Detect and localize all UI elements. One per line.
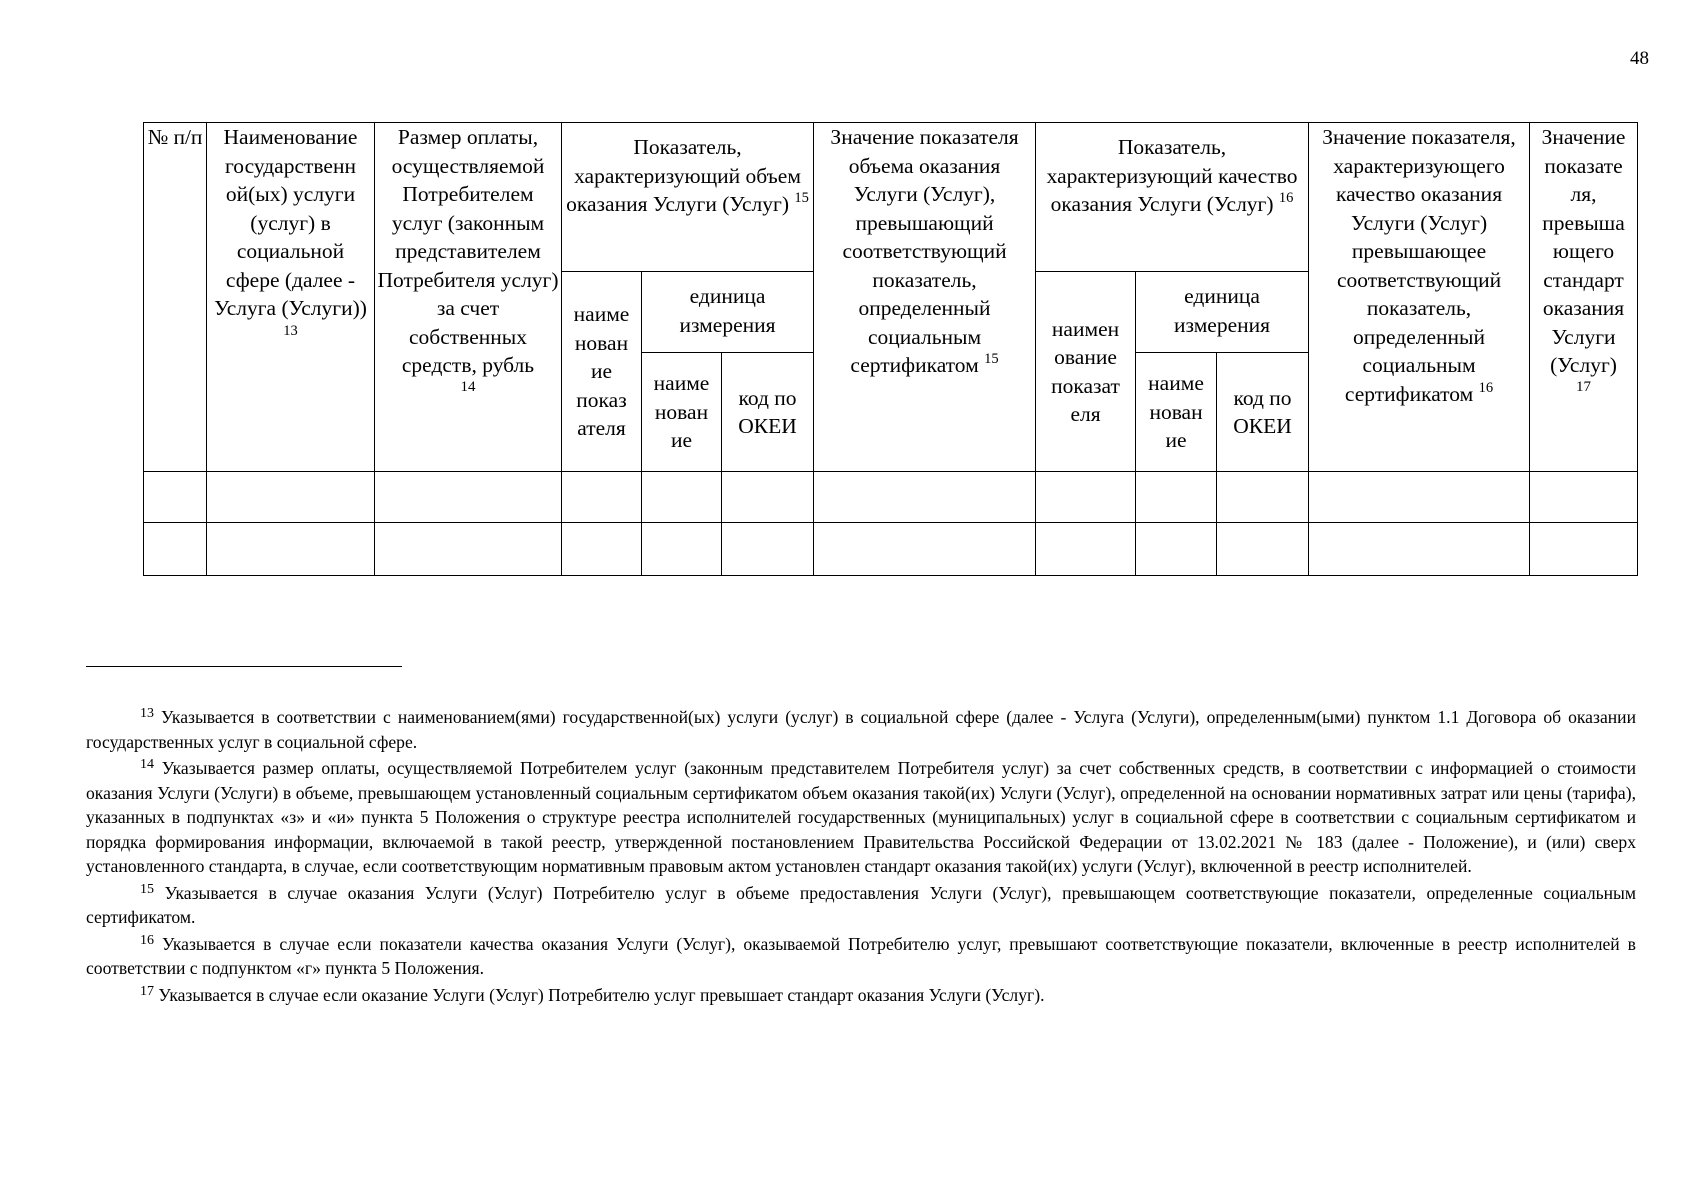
table-cell [207,523,375,576]
header-unit-name-quality: наиме нован ие [1136,353,1217,472]
footnote-number: 16 [140,932,154,948]
table-cell [1217,523,1309,576]
footnote-text: Указывается размер оплаты, осуществляемой Потребителем услуг (законным представителем Потребителя услуг) за счет собственных средств, в соответствии с информацией о стоимости оказания Услуги (Услуги) в объеме, превышающем установленный социальным сертификатом объем оказания такой(их) Услуги (Услуг), определенной на основании нормативных затрат или цены (тарифа), указанных в подпунктах «з» и «и» пункта 5 Положения о структуре реестра исполнителей государственных (муниципальных) услуг в социальной сфере в соответствии с социальным сертификатом и порядка формирования информации, включаемой в такой реестр, утвержденной постановлением Правительства Российской Федерации от 13.02.2021 № 183 (далее - Положение), и (или) сверх установленного стандарта, в случае, если соответствующим нормативным правовым актом установлен стандарт оказания такой(их) услуги (Услуг), включенной в реестр исполнителей. [86,758,1636,876]
table-cell [1530,523,1638,576]
footnote-ref: 13 [283,322,298,339]
footnote-ref: 16 [1478,379,1494,396]
footnote-13 [86,705,1636,754]
footnote-ref: 14 [460,378,476,395]
table-cell [375,523,562,576]
table-cell [1036,523,1136,576]
header-standard-value: Значение показате ля, превыша ющего стандарт оказания Услуги (Услуг) 17 [1530,123,1638,472]
footnote-separator [86,666,402,667]
footnote-ref: 15 [984,351,999,367]
table-cell [144,523,207,576]
header-volume-value: Значение показателя объема оказания Услуги (Услуг), превышающий соответствующий показатель, определенный социальным сертификатом $^{15}$ [814,123,1036,472]
table-cell [722,472,814,523]
table-cell [1036,472,1136,523]
services-table [143,122,1638,576]
header-payment: Размер оплаты, осуществляемой Потребителем услуг (законным представителем Потребителя услуг) за счет собственных средств, рубль 14 [375,123,562,472]
footnote-text: Указывается в случае если оказание Услуги (Услуг) Потребителю услуг превышает стандарт оказания Услуги (Услуг). [158,984,1045,1005]
table-cell [814,472,1036,523]
header-indicator-name-quality: наимен ование показат еля [1036,272,1136,472]
table-cell [1309,472,1530,523]
header-service-name: Наименование государственн ой(ых) услуги (услуг) в социальной сфере (далее - Услуга (Услуги)) $^{13}$ [207,123,375,472]
table-cell [562,523,642,576]
header-num: № п/п [144,123,207,472]
header-quality-value: Значение показателя, характеризующего качество оказания Услуги (Услуг) превышающее соответствующий показатель, определенный социальным сертификатом $^{16}$ [1309,123,1530,472]
table-cell [1136,472,1217,523]
footnote-number: 14 [140,757,154,772]
footnote-14 [86,756,1636,879]
footnote-ref: 17 [1576,378,1592,395]
table-cell [642,523,722,576]
header-unit-volume: единица измерения [642,272,814,353]
table-cell [722,523,814,576]
table-cell [1309,523,1530,576]
table-cell [642,472,722,523]
page-number: 48 [1630,48,1649,69]
table-row [144,523,1638,576]
header-quality-indicator: Показатель, характеризующий качество оказания Услуги (Услуг) $^{16}$ [1036,123,1309,272]
header-volume-indicator: Показатель, характеризующий объем оказания Услуги (Услуг) $^{15}$ [562,123,814,272]
header-unit-name-volume: наиме нован ие [642,353,722,472]
table-cell [207,472,375,523]
footnote-text: Указывается в случае если показатели качества оказания Услуги (Услуг), оказываемой Потребителю услуг, превышают соответствующие показатели, включенные в реестр исполнителей в соответствии с подпунктом «г» пункта 5 Положения. [86,933,1636,978]
footnote-ref: 16 [1278,190,1294,206]
footnote-text: Указывается в случае оказания Услуги (Услуг) Потребителю услуг в объеме предоставления Услуги (Услуг), превышающем соответствующие показатели, определенные социальным сертификатом. [86,882,1636,927]
footnote-text: Указывается в соответствии с наименованием(ями) государственной(ых) услуги (услуг) в социальной сфере (далее - Услуга (Услуги), определенным(ыми) пунктом 1.1 Договора об оказании государственных услуг в социальной сфере. [86,707,1636,752]
footnote-15 [86,881,1636,930]
table-cell [562,472,642,523]
header-unit-quality: единица измерения [1136,272,1309,353]
header-okei-quality: код по ОКЕИ [1217,353,1309,472]
table-row [144,472,1638,523]
footnote-16 [86,932,1636,981]
footnote-number: 17 [140,983,154,999]
footnotes [86,705,1636,1009]
table-cell [1136,523,1217,576]
footnote-17 [86,983,1636,1008]
header-okei-volume: код по ОКЕИ [722,353,814,472]
table-cell [144,472,207,523]
table-cell [1217,472,1309,523]
footnote-ref: 15 [794,190,809,206]
header-indicator-name-volume: наиме нован ие показ ателя [562,272,642,472]
table-cell [375,472,562,523]
footnote-number: 13 [140,706,154,721]
table-cell [1530,472,1638,523]
table-cell [814,523,1036,576]
footnote-number: 15 [140,881,154,897]
